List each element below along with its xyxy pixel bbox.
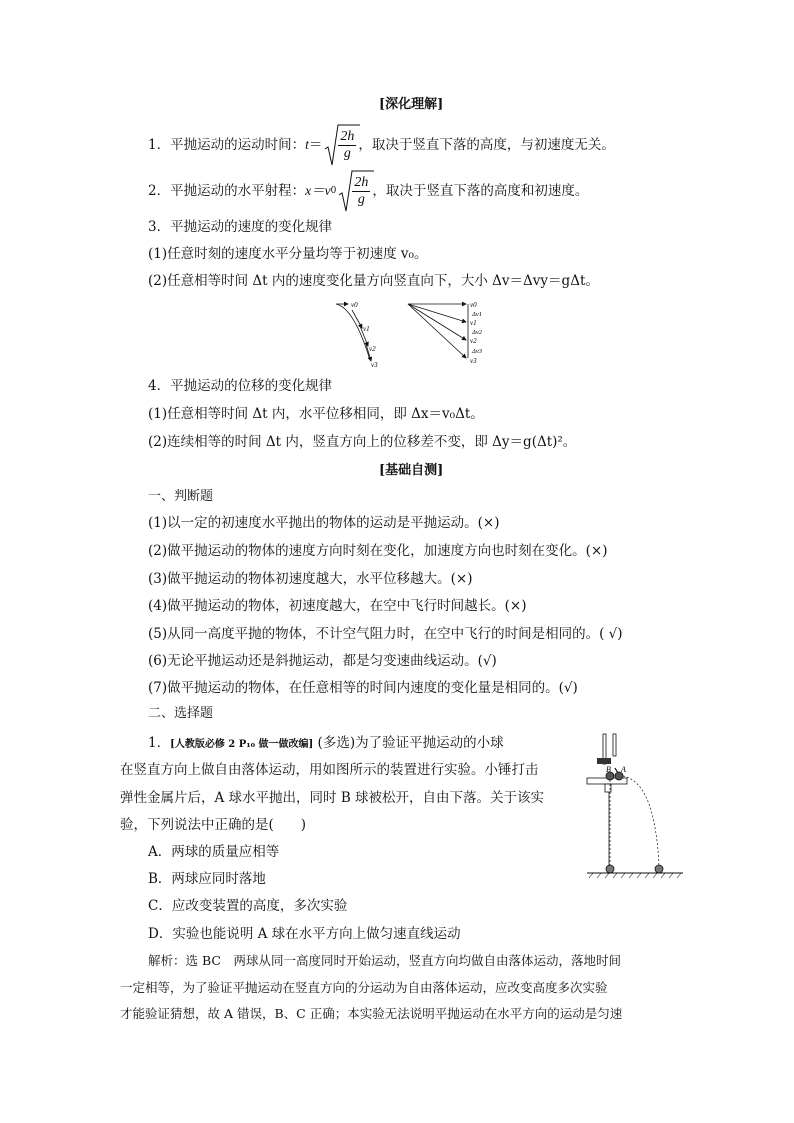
right-dv2-label: Δv2: [472, 329, 482, 336]
deep-item-3a: (1)任意时刻的速度水平分量均等于初速度 v₀。: [148, 246, 428, 262]
section-heading-basic: [基础自测]: [379, 463, 444, 478]
item1-postfix: ，取决于竖直下落的高度，与初速度无关。: [358, 137, 615, 153]
explanation-line1: 解析：选 BC 两球从同一高度同时开始运动，竖直方向均做自由落体运动，落地时间: [148, 953, 621, 968]
apparatus-diagram: [585, 732, 685, 882]
choice-q1-line4: 验，下列说法中正确的是( ): [120, 817, 307, 833]
judge-q2: (2)做平抛运动的物体的速度方向时刻在变化，加速度方向也时刻在变化。(×): [148, 543, 608, 559]
radical-sign-icon: [338, 169, 374, 213]
item2-denominator: g: [357, 191, 365, 207]
velocity-diagram: [330, 298, 530, 372]
right-dv3-label: Δv3: [472, 348, 482, 355]
sqrt-2h-over-g: [324, 123, 356, 167]
judge-q7: (7)做平抛运动的物体，在任意相等的时间内速度的变化量是相同的。(√): [148, 680, 578, 696]
judge-q4: (4)做平抛运动的物体，初速度越大，在空中飞行时间越长。(×): [148, 598, 527, 614]
item2-sub: 0: [330, 186, 337, 196]
choice-q1-stem-start: (多选)为了验证平抛运动的小球: [317, 735, 504, 751]
label-a: A: [621, 765, 626, 774]
sqrt-2h-over-g-2: [338, 169, 370, 213]
right-dv1-label: Δv1: [472, 311, 482, 318]
choice-q1-number: 1．: [148, 735, 171, 751]
radical-sign-icon: [324, 123, 360, 167]
item1-numerator: 2h: [340, 128, 355, 144]
right-v0-label: v0: [470, 301, 477, 309]
choice-q1-source: [人教版必修 2 P₁₀ 做一做改编]: [170, 739, 314, 750]
item1-var: t: [305, 137, 309, 152]
stand-rod-icon: [613, 734, 616, 756]
subsection-choice: 二、选择题: [148, 706, 214, 721]
trajectory-vectors: [336, 301, 378, 369]
ball-b-landed-icon: [606, 865, 614, 873]
hammer-icon: [597, 758, 611, 764]
deep-item-1: [148, 125, 615, 165]
item1-denominator: g: [343, 145, 351, 161]
label-b: B: [606, 765, 611, 774]
deep-item-2: [148, 171, 588, 211]
choice-q1-line1: [148, 733, 504, 755]
right-v3-label: v3: [470, 357, 477, 365]
left-v0-label: v0: [351, 301, 358, 309]
ball-a-path: [623, 776, 659, 866]
option-b: B．两球应同时落地: [148, 871, 266, 887]
explanation-line3: 才能验证猜想，故 A 错误，B、C 正确；本实验无法说明平抛运动在水平方向的运动是匀速: [120, 1006, 623, 1021]
item1-prefix: 1．平抛运动的运动时间：: [148, 137, 306, 153]
left-v2-label: v2: [369, 345, 376, 353]
left-v1-label: v1: [363, 325, 370, 333]
item2-postfix: ，取决于竖直下落的高度和初速度。: [372, 183, 589, 199]
deep-item-3: 3．平抛运动的速度的变化规律: [148, 219, 333, 235]
deep-item-4a: (1)任意相等时间 Δt 内，水平位移相同，即 Δx＝v₀Δt。: [148, 406, 484, 422]
item2-var: x: [305, 183, 312, 198]
option-a: A．两球的质量应相等: [148, 844, 280, 860]
judge-q5: (5)从同一高度平抛的物体，不计空气阻力时，在空中飞行的时间是相同的。( √): [148, 626, 623, 642]
explanation-line2: 一定相等，为了验证平抛运动在竖直方向的分运动为自由落体运动，应改变高度多次实验: [120, 980, 608, 995]
judge-q1: (1)以一定的初速度水平抛出的物体的运动是平抛运动。(×): [148, 515, 500, 531]
item2-numerator: 2h: [354, 174, 369, 190]
choice-q1-line2: 在竖直方向上做自由落体运动，用如图所示的装置进行实验。小锤打击: [120, 762, 539, 778]
section-heading-deep: [深化理解]: [379, 97, 444, 112]
judge-q6: (6)无论平抛运动还是斜抛运动，都是匀变速曲线运动。(√): [148, 653, 497, 669]
right-v1-label: v1: [470, 319, 477, 327]
choice-q1-line3: 弹性金属片后，A 球水平抛出，同时 B 球被松开，自由下落。关于该实: [120, 790, 545, 806]
deep-item-4b: (2)连续相等的时间 Δt 内，竖直方向上的位移差不变，即 Δy＝g(Δt)²。: [148, 434, 577, 450]
item1-equals: ＝: [308, 137, 323, 153]
deep-item-4: 4．平抛运动的位移的变化规律: [148, 378, 333, 394]
ball-a-landed-icon: [655, 865, 663, 873]
subsection-judge: 一、判断题: [148, 489, 214, 504]
judge-q3: (3)做平抛运动的物体初速度越大，水平位移越大。(×): [148, 571, 473, 587]
left-v3-label: v3: [371, 361, 378, 369]
vector-triangle: [408, 301, 483, 365]
right-v2-label: v2: [470, 337, 477, 345]
option-c: C．应改变装置的高度，多次实验: [148, 898, 348, 914]
item2-prefix: 2．平抛运动的水平射程：: [148, 183, 306, 199]
item2-equals: ＝v: [311, 183, 331, 198]
deep-item-3b: (2)任意相等时间 Δt 内的速度变化量方向竖直向下，大小 Δv＝Δvy＝gΔt。: [148, 273, 599, 289]
option-d: D．实验也能说明 A 球在水平方向上做匀速直线运动: [148, 926, 461, 942]
